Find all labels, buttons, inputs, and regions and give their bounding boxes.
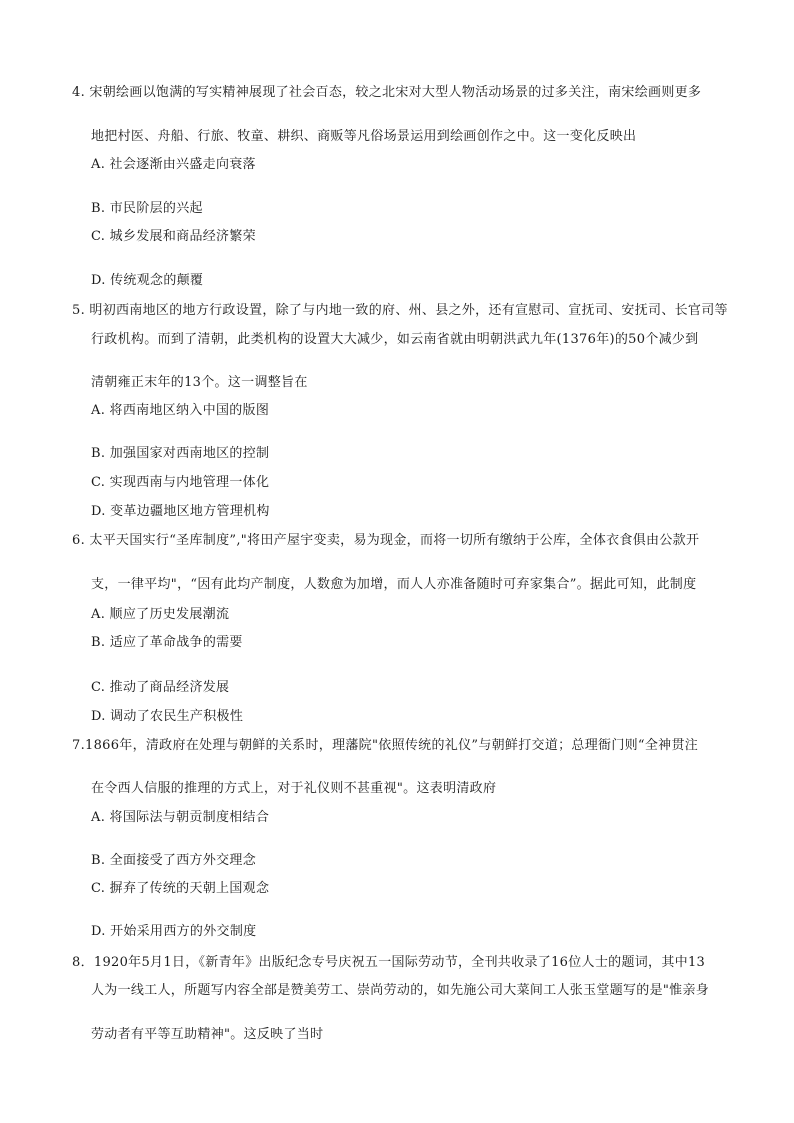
question-6-option-c: C. 推动了商品经济发展	[91, 680, 230, 695]
question-5-option-b: B. 加强国家对西南地区的控制	[91, 446, 270, 461]
question-4-option-b: B. 市民阶层的兴起	[91, 201, 203, 216]
question-7-option-a: A. 将国际法与朝贡制度相结合	[91, 810, 270, 825]
question-8-stem-line-2: 人为一线工人，所题写内容全部是赞美劳工、崇尚劳动的，如先施公司大菜间工人张玉堂题写的是"惟亲身	[91, 983, 710, 998]
question-4-option-a: A. 社会逐渐由兴盛走向衰落	[91, 157, 256, 172]
question-5-option-a: A. 将西南地区纳入中国的版图	[91, 403, 270, 418]
question-8-stem-line-1: 8．1920年5月1日，《新青年》出版纪念专号庆祝五一国际劳动节，全刊共收录了16位人士的题词，其中13	[72, 955, 706, 970]
question-5-stem-line-2: 行政机构。而到了清朝，此类机构的设置大大减少，如云南省就由明朝洪武九年(1376年)的50个减少到	[91, 332, 699, 347]
question-6-option-d: D. 调动了农民生产积极性	[91, 709, 244, 724]
question-4-stem-line-2: 地把村医、舟船、行旅、牧童、耕织、商贩等凡俗场景运用到绘画创作之中。这一变化反映出	[91, 129, 637, 144]
question-5-stem-line-1: 5. 明初西南地区的地方行政设置，除了与内地一致的府、州、县之外，还有宣慰司、宣抚司、安抚司、长官司等	[72, 303, 728, 318]
question-5-stem-line-3: 清朝雍正末年的13个。这一调整旨在	[91, 375, 308, 390]
question-7-option-b: B. 全面接受了西方外交理念	[91, 853, 257, 868]
question-5-option-d: D. 变革边疆地区地方管理机构	[91, 504, 270, 519]
question-5-option-c: C. 实现西南与内地管理一体化	[91, 475, 270, 490]
question-4-stem-line-1: 4. 宋朝绘画以饱满的写实精神展现了社会百态，较之北宋对大型人物活动场景的过多关注，南宋绘画则更多	[72, 85, 702, 100]
question-8-stem-line-3: 劳动者有平等互助精神"。这反映了当时	[91, 1027, 324, 1042]
question-4-option-c: C. 城乡发展和商品经济繁荣	[91, 229, 256, 244]
question-7-option-c: C. 摒弃了传统的天朝上国观念	[91, 881, 270, 896]
question-6-stem-line-1: 6. 太平天国实行“圣库制度”,"将田产屋宇变卖，易为现金，而将一切所有缴纳于公库，全体衣食俱由公款开	[72, 533, 700, 548]
question-6-option-b: B. 适应了革命战争的需要	[91, 635, 243, 650]
question-6-stem-line-2: 支，一律平均"，“因有此均产制度，人数愈为加增，而人人亦准备随时可弃家集合”。据此可知，此制度	[91, 577, 697, 592]
question-4-option-d: D. 传统观念的颠覆	[91, 273, 204, 288]
question-7-stem-line-1: 7.1866年，清政府在处理与朝鲜的关系时，理藩院"依照传统的礼仪”与朝鲜打交道；总理衙门则“全神贯注	[72, 738, 699, 753]
question-7-stem-line-2: 在令西人信服的推理的方式上，对于礼仪则不甚重视"。这表明清政府	[91, 781, 497, 796]
question-6-option-a: A. 顺应了历史发展潮流	[91, 607, 230, 622]
question-7-option-d: D. 开始采用西方的外交制度	[91, 924, 257, 939]
